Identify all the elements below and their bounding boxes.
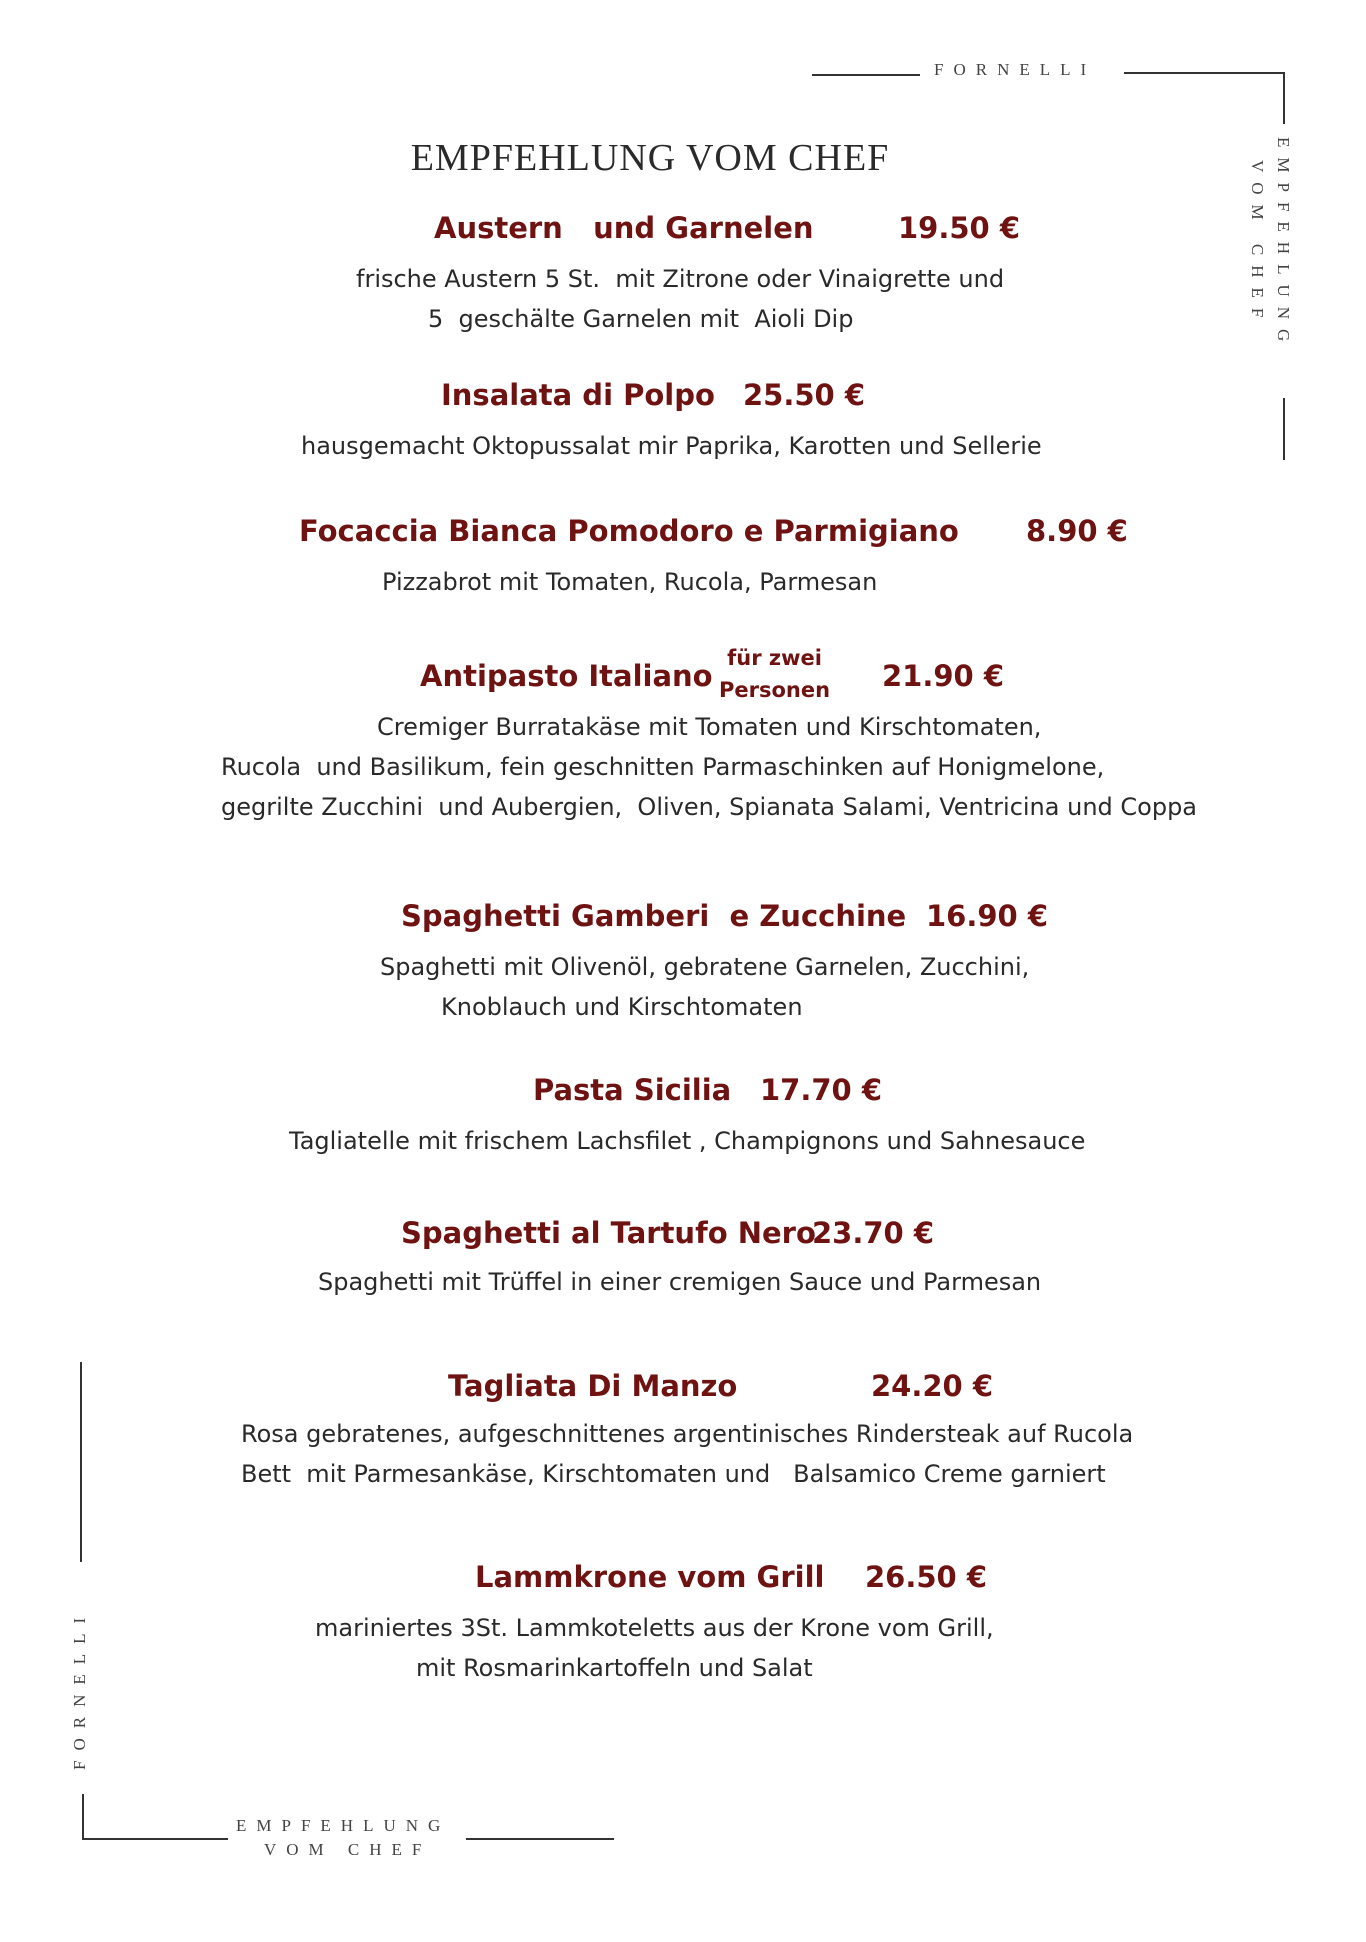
dish-price: 23.70 € — [812, 1216, 935, 1250]
dish-price: 25.50 € — [743, 378, 866, 412]
dish-desc: gegrilte Zucchini und Aubergien, Oliven, Spianata Salami, Ventricina und Coppa — [221, 793, 1198, 821]
dish-desc: Tagliatelle mit frischem Lachsfilet , Champignons und Sahnesauce — [289, 1127, 1086, 1155]
dish-desc: Spaghetti mit Olivenöl, gebratene Garnelen, Zucchini, — [380, 953, 1030, 981]
dish-desc: Spaghetti mit Trüffel in einer cremigen Sauce und Parmesan — [318, 1268, 1042, 1296]
dish-desc: Bett mit Parmesankäse, Kirschtomaten und Balsamico Creme garniert — [241, 1460, 1106, 1488]
right-rule-upper — [1283, 72, 1285, 124]
dish-desc: Pizzabrot mit Tomaten, Rucola, Parmesan — [382, 568, 878, 596]
dish-desc: 5 geschälte Garnelen mit Aioli Dip — [428, 305, 854, 333]
dish-note-line1: für zwei — [727, 646, 822, 670]
bottom-rule-right — [466, 1838, 614, 1840]
top-rule-right — [1124, 72, 1284, 74]
menu-title: EMPFEHLUNG VOM CHEF — [410, 137, 890, 179]
side-tag-right-line2: VOM CHEF — [1248, 160, 1267, 328]
dish-desc: frische Austern 5 St. mit Zitrone oder Vinaigrette und — [356, 265, 1005, 293]
dish-price: 26.50 € — [865, 1560, 988, 1594]
dish-name: Spaghetti Gamberi e Zucchine — [401, 899, 907, 933]
dish-desc: Cremiger Burratakäse mit Tomaten und Kirschtomaten, — [377, 713, 1042, 741]
dish-name: Spaghetti al Tartufo Nero — [401, 1216, 816, 1250]
dish-desc: Rucola und Basilikum, fein geschnitten Parmaschinken auf Honigmelone, — [221, 753, 1105, 781]
dish-note — [719, 642, 830, 706]
bottom-rule-left — [82, 1838, 228, 1840]
left-rule-upper — [80, 1362, 82, 1562]
bottom-tag-line2: VOM CHEF — [264, 1840, 432, 1859]
dish-desc: Rosa gebratenes, aufgeschnittenes argentinisches Rindersteak auf Rucola — [241, 1420, 1134, 1448]
dish-desc: hausgemacht Oktopussalat mir Paprika, Karotten und Sellerie — [301, 432, 1042, 460]
brand-top: FORNELLI — [934, 60, 1097, 79]
dish-note-line2: Personen — [719, 678, 831, 702]
top-rule-left — [812, 74, 920, 76]
brand-bottom: FORNELLI — [70, 1607, 89, 1770]
dish-price: 17.70 € — [760, 1073, 883, 1107]
left-rule-lower — [82, 1794, 84, 1838]
dish-price: 21.90 € — [882, 659, 1005, 693]
dish-name: Focaccia Bianca Pomodoro e Parmigiano — [299, 514, 959, 548]
dish-name: Austern und Garnelen — [434, 211, 814, 245]
bottom-tag — [236, 1814, 450, 1862]
side-tag-right-line1: EMPFEHLUNG — [1274, 137, 1293, 352]
dish-name: Insalata di Polpo — [441, 378, 715, 412]
right-rule-lower — [1283, 398, 1285, 460]
dish-price: 16.90 € — [926, 899, 1049, 933]
dish-desc: mit Rosmarinkartoffeln und Salat — [416, 1654, 813, 1682]
dish-name: Lammkrone vom Grill — [475, 1560, 825, 1594]
bottom-tag-line1: EMPFEHLUNG — [236, 1816, 451, 1835]
dish-name: Antipasto Italiano — [420, 659, 713, 693]
dish-price: 8.90 € — [1026, 514, 1128, 548]
dish-price: 24.20 € — [871, 1369, 994, 1403]
dish-name: Pasta Sicilia — [533, 1073, 732, 1107]
dish-price: 19.50 € — [898, 211, 1021, 245]
dish-desc: Knoblauch und Kirschtomaten — [441, 993, 803, 1021]
dish-name: Tagliata Di Manzo — [448, 1369, 738, 1403]
dish-desc: mariniertes 3St. Lammkoteletts aus der Krone vom Grill, — [315, 1614, 994, 1642]
